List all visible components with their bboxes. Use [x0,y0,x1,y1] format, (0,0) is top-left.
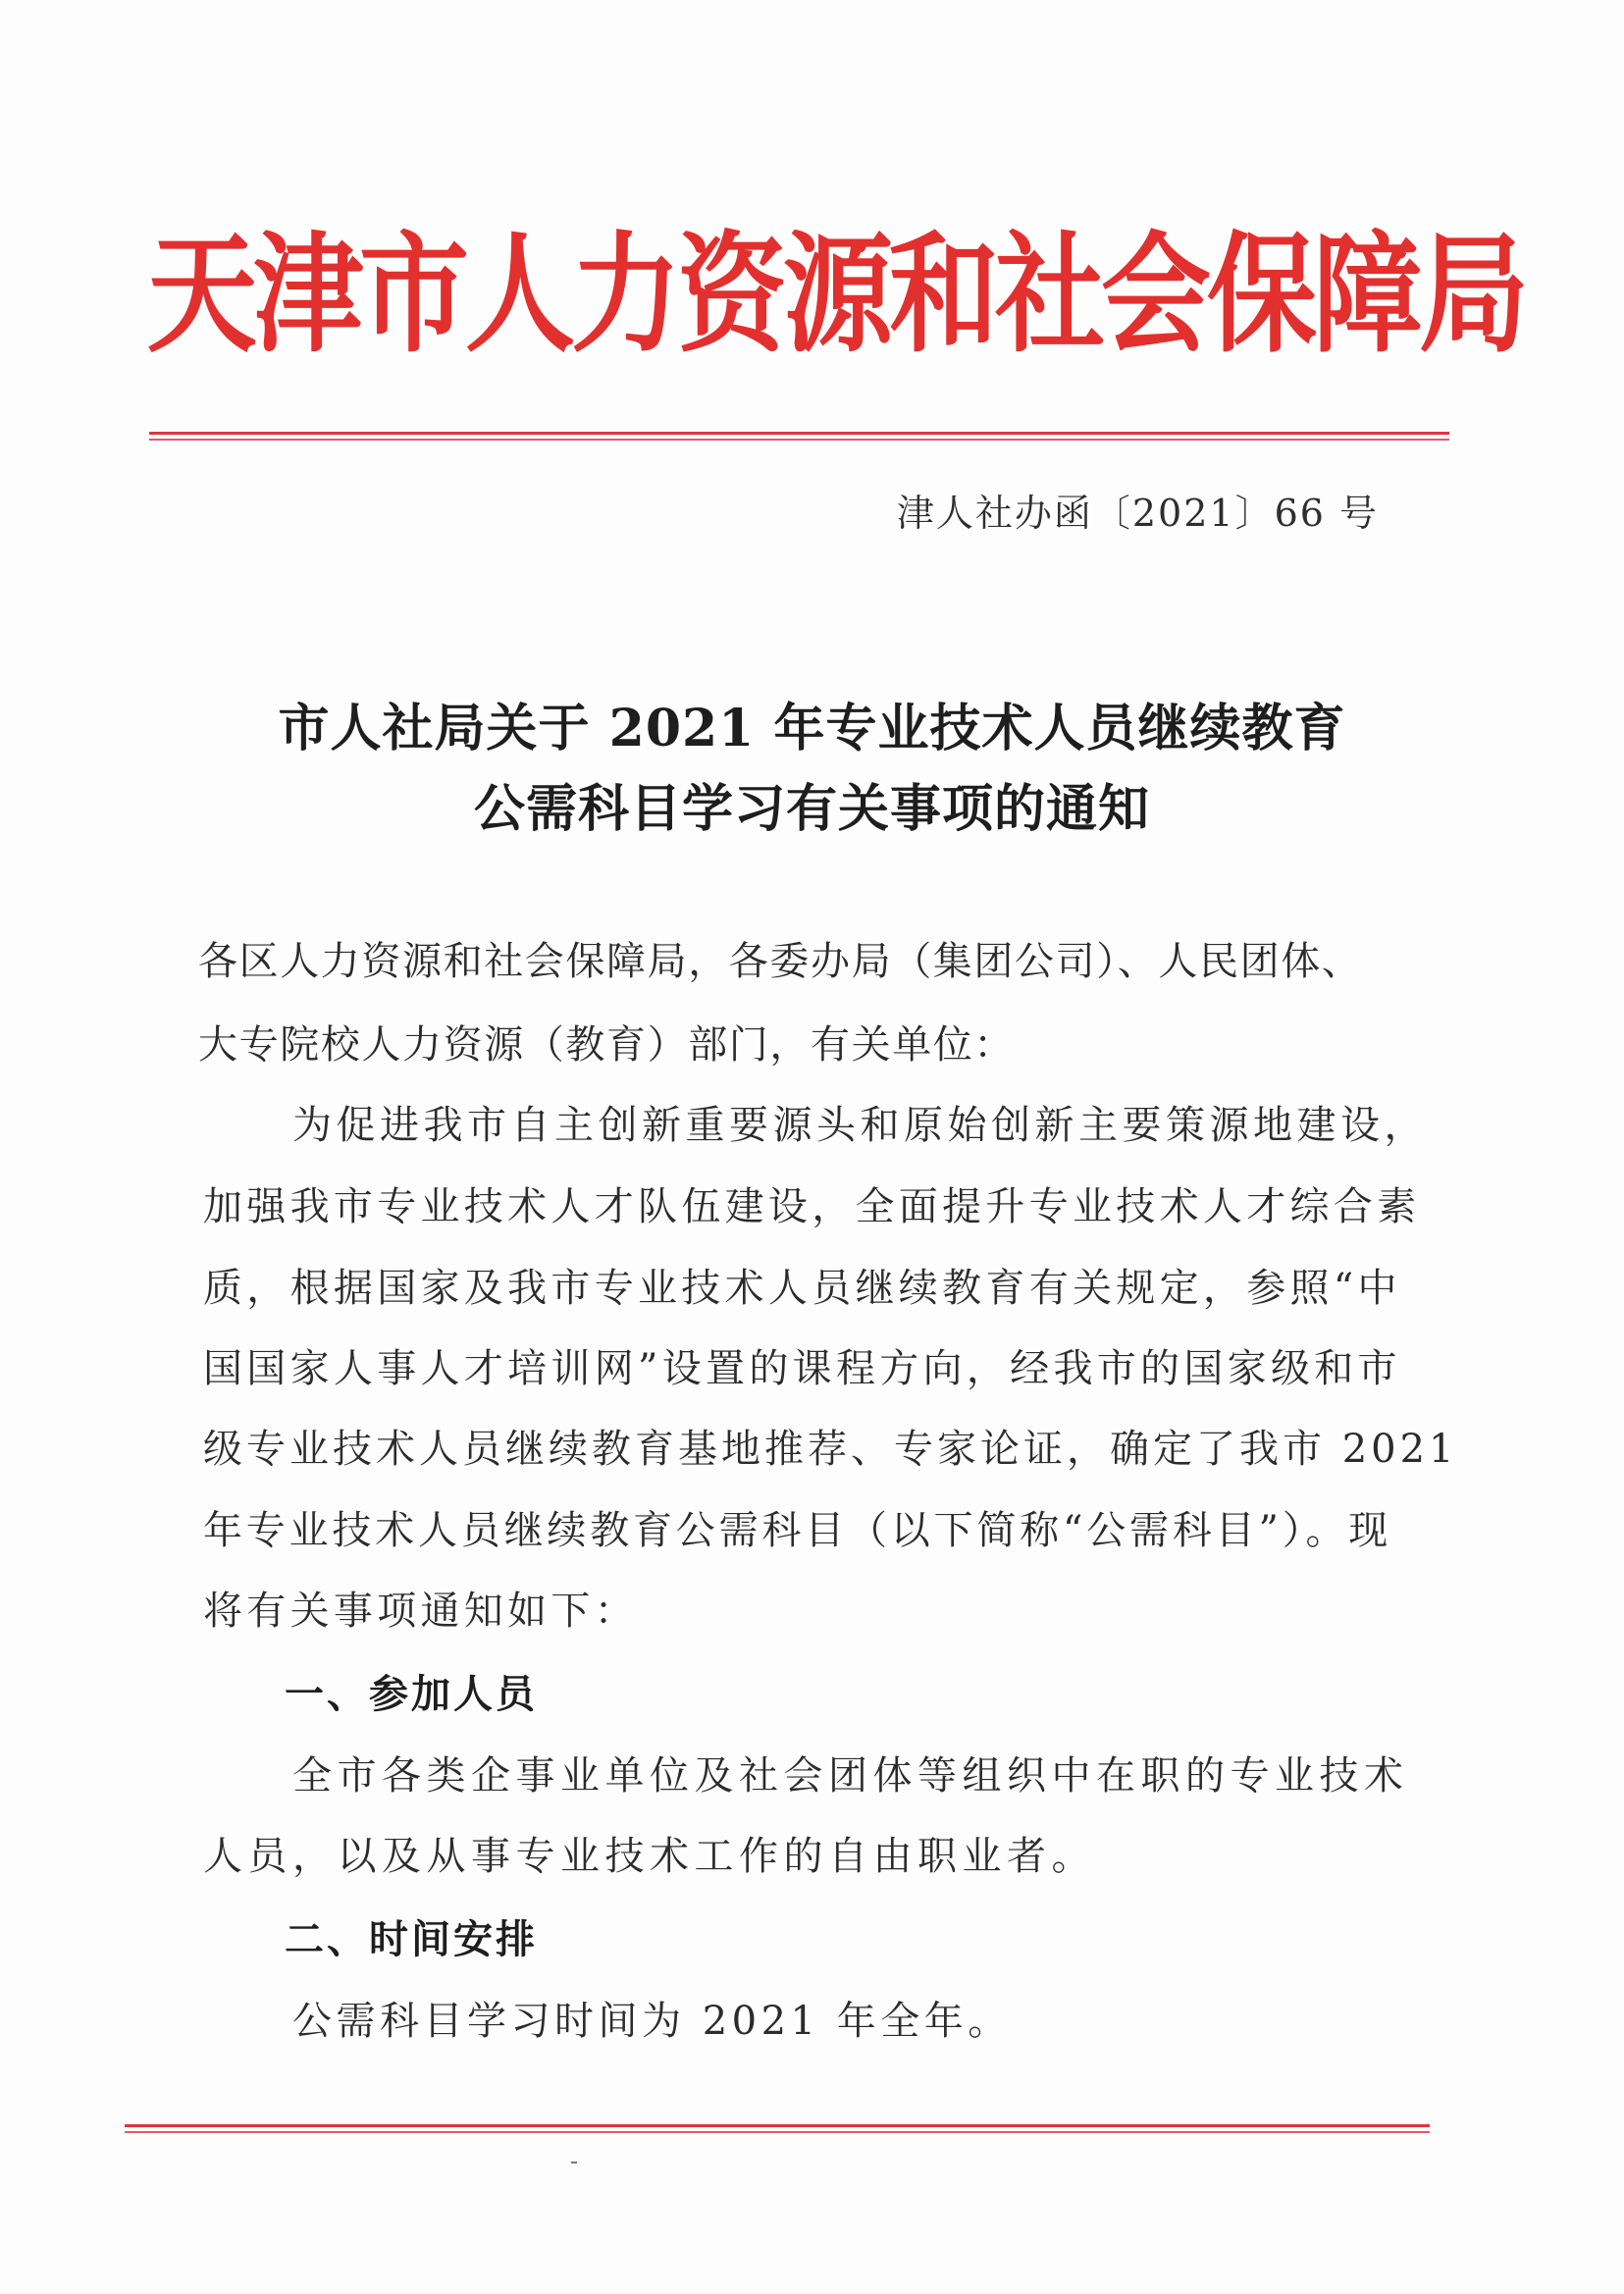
intro-line-1: 为促进我市自主创新重要源头和原始创新主要策源地建设， [292,1103,1428,1148]
section-1-line-1: 全市各类企事业单位及社会团体等组织中在职的专业技术 [292,1753,1409,1799]
addressee-line-1: 各区人力资源和社会保障局，各委办局（集团公司）、人民团体、 [198,939,1363,984]
addressee-line-2: 大专院校人力资源（教育）部门，有关单位： [198,1022,1015,1068]
intro-line-3: 质，根据国家及我市专业技术人员继续教育有关规定，参照“中 [203,1266,1401,1311]
document-title-line-1: 市人社局关于 2021 年专业技术人员继续教育 [278,699,1346,758]
document-number: 津人社办函〔2021〕66 号 [896,492,1379,535]
masthead-red-rule [149,432,1449,435]
issuer-masthead: 天津市人力资源和社会保障局 [147,219,1525,371]
section-1-heading: 一、参加人员 [285,1671,538,1717]
intro-line-7: 将有关事项通知如下： [203,1589,638,1634]
intro-line-2: 加强我市专业技术人才队伍建设，全面提升专业技术人才综合素 [203,1184,1421,1229]
section-1-line-2: 人员，以及从事专业技术工作的自由职业者。 [203,1834,1096,1879]
intro-line-5: 级专业技术人员继续教育基地推荐、专家论证，确定了我市 2021 [203,1427,1458,1472]
page-speck [571,2162,577,2164]
section-2-heading: 二、时间安排 [285,1916,538,1962]
intro-line-6: 年专业技术人员继续教育公需科目（以下简称“公需科目”）。现 [203,1508,1392,1553]
intro-line-4: 国国家人事人才培训网”设置的课程方向，经我市的国家级和市 [203,1346,1401,1391]
section-2-line-1: 公需科目学习时间为 2021 年全年。 [292,1999,1012,2044]
document-title-line-2: 公需科目学习有关事项的通知 [473,779,1150,839]
footer-red-rule [125,2124,1430,2127]
